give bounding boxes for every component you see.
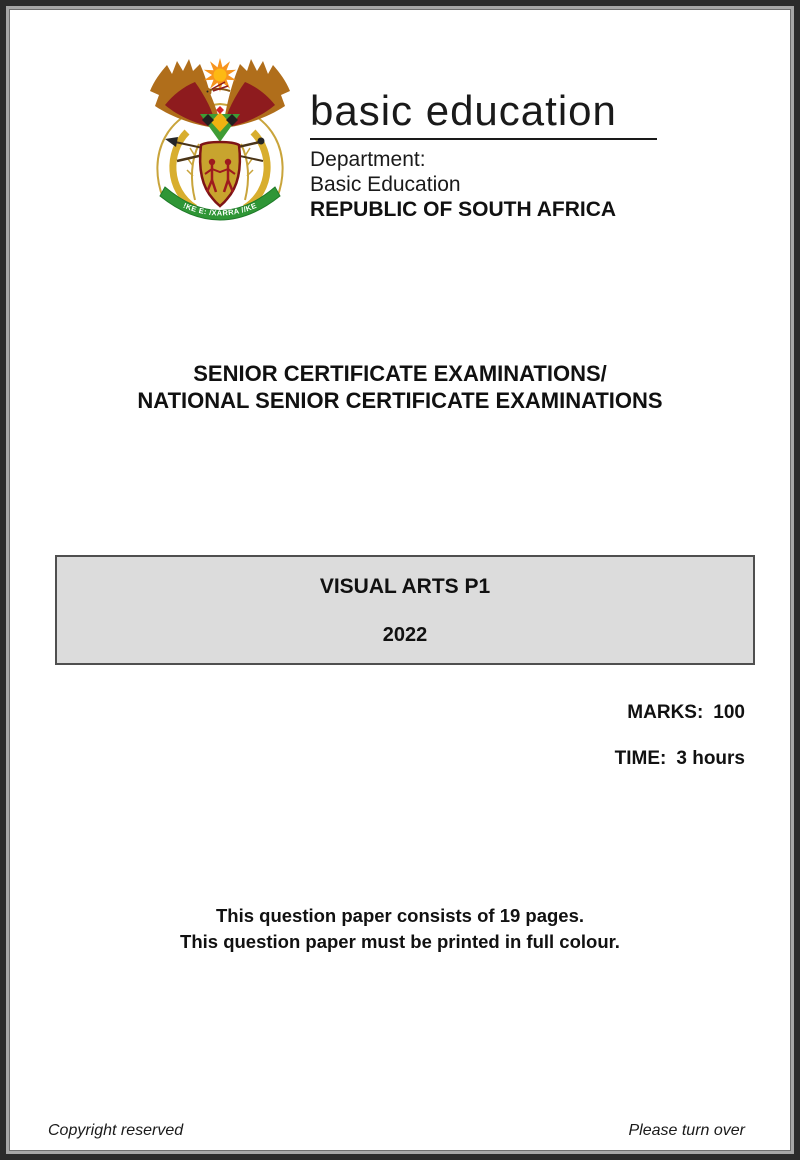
department-wordmark-block	[310, 86, 690, 222]
subject-title-box	[55, 555, 755, 665]
country-name: REPUBLIC OF SOUTH AFRICA	[310, 198, 617, 221]
page-count-note: This question paper consists of 19 pages.	[215, 905, 585, 926]
department-name: Basic Education	[310, 173, 461, 196]
wordmark-title: basic education	[310, 87, 617, 134]
marks-label: MARKS:	[627, 702, 704, 723]
sun-icon	[204, 58, 236, 92]
subject-title: VISUAL ARTS P1	[319, 575, 491, 598]
department-lines	[310, 147, 690, 222]
marks-line	[615, 702, 745, 724]
exam-heading	[10, 360, 790, 414]
page-content	[10, 10, 790, 1150]
exam-heading-line2: NATIONAL SENIOR CERTIFICATE EXAMINATIONS	[137, 388, 663, 413]
footer-turn-over: Please turn over	[628, 1122, 745, 1139]
colour-note: This question paper must be printed in full colour.	[180, 931, 620, 952]
time-label: TIME:	[614, 748, 667, 769]
page-footer	[10, 1122, 790, 1144]
wordmark-underline	[310, 138, 657, 140]
exam-year: 2022	[382, 624, 428, 646]
department-label: Department:	[310, 148, 426, 171]
time-value: 3 hours	[676, 748, 745, 769]
exam-details	[615, 702, 745, 770]
marks-value: 100	[713, 702, 745, 723]
coat-of-arms-icon	[145, 48, 295, 238]
paper-notes	[10, 903, 790, 955]
motto-text: !KE E: /XARRA //KE	[181, 200, 259, 218]
footer-copyright: Copyright reserved	[48, 1122, 184, 1139]
exam-cover-page	[9, 9, 791, 1151]
time-line	[615, 748, 745, 770]
shield-icon	[200, 142, 240, 206]
exam-heading-line1: SENIOR CERTIFICATE EXAMINATIONS/	[193, 361, 607, 386]
page-frame-inner	[6, 6, 794, 1154]
